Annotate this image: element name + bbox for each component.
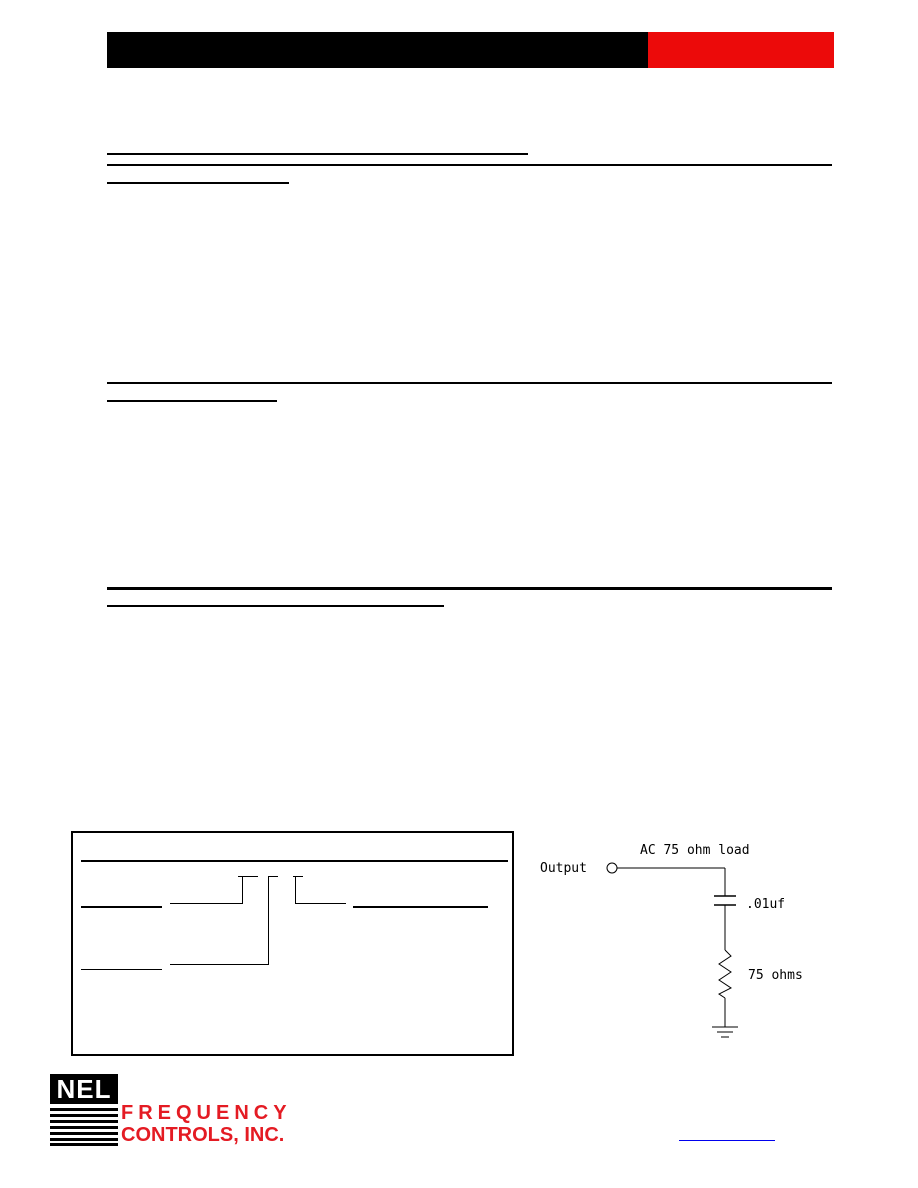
logo-line-controls: CONTROLS, INC.	[121, 1124, 285, 1146]
callout-vertical-3	[295, 877, 296, 904]
company-logo	[50, 1074, 300, 1148]
section-rule-2	[107, 382, 832, 384]
header-bar	[107, 32, 648, 68]
load-label: AC 75 ohm load	[640, 843, 750, 858]
logo-mark-text: NEL	[56, 1074, 112, 1104]
title-underline	[107, 153, 528, 155]
output-terminal	[607, 863, 617, 873]
section-rule-3	[107, 587, 832, 590]
test-load-schematic	[530, 830, 830, 1060]
ordering-info-box	[71, 831, 514, 1056]
section-heading-underline-1	[107, 182, 289, 184]
logo-mark	[50, 1074, 118, 1146]
output-label: Output	[540, 861, 587, 876]
resistor-label: 75 ohms	[748, 968, 803, 983]
logo-line-frequency: FREQUENCY	[121, 1102, 292, 1124]
code-slot-1	[238, 876, 258, 877]
label-line-left-2	[81, 969, 162, 970]
header-accent-bar	[648, 32, 834, 68]
footer-link[interactable]	[679, 1140, 775, 1141]
label-line-left-1	[81, 906, 162, 908]
label-line-mid-1	[170, 903, 243, 904]
section-rule-1	[107, 164, 832, 166]
section-heading-underline-2	[107, 400, 277, 402]
label-line-mid-3	[295, 903, 346, 904]
resistor-symbol	[719, 950, 731, 998]
section-heading-underline-3	[107, 605, 444, 607]
capacitor-label: .01uf	[746, 897, 786, 912]
label-line-right-3	[353, 906, 488, 908]
box-title-rule	[81, 860, 508, 862]
code-slot-2	[268, 876, 278, 877]
callout-vertical-1	[242, 877, 243, 904]
callout-vertical-2	[268, 877, 269, 965]
label-line-mid-2	[170, 964, 269, 965]
